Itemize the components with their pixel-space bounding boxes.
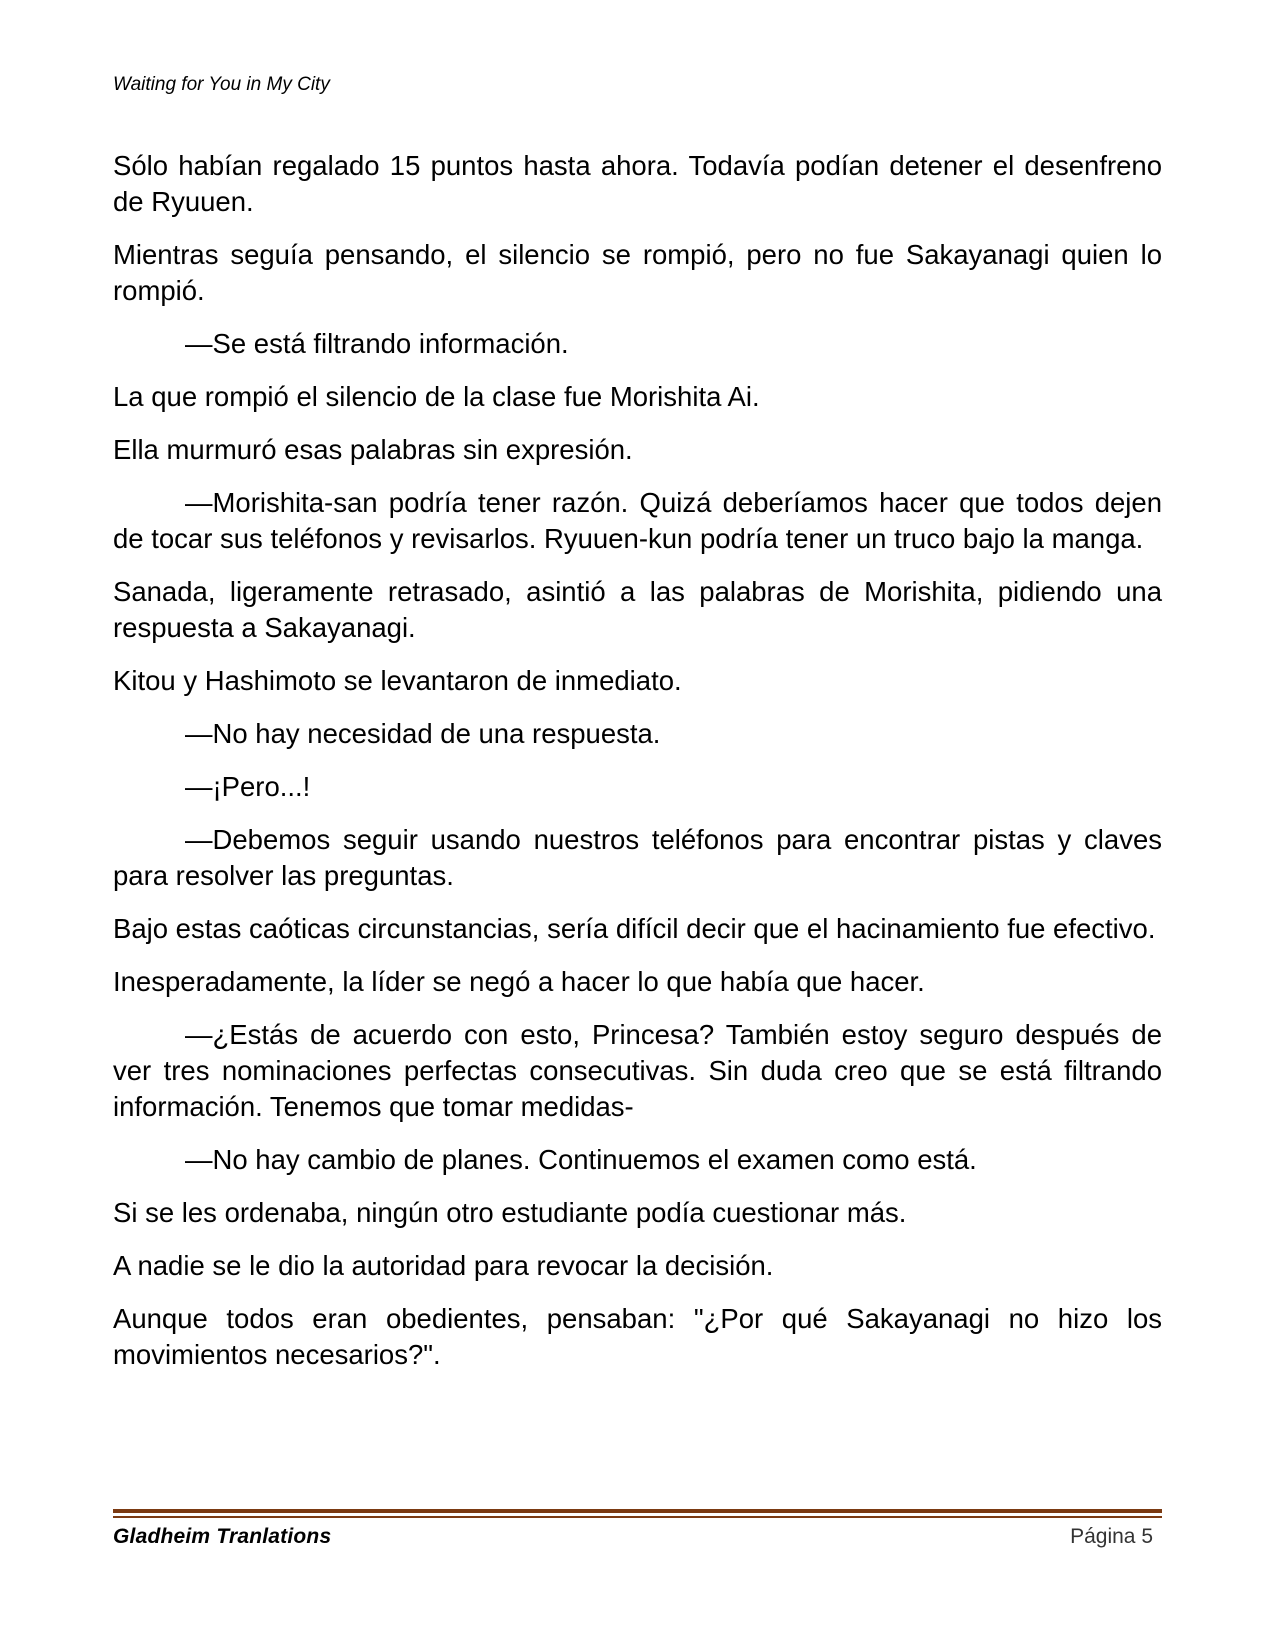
footer-page-number: Página 5: [1070, 1525, 1153, 1548]
dialogue-paragraph: —Morishita-san podría tener razón. Quizá deberíamos hacer que todos dejen de tocar sus teléfonos y revisarlos. Ryuuen-kun podría tener un truco bajo la manga.: [113, 487, 1162, 554]
narration-paragraph: Kitou y Hashimoto se levantaron de inmediato.: [113, 665, 682, 696]
dialogue-paragraph: —¡Pero...!: [185, 771, 311, 802]
footer-divider-thick-line: [113, 1509, 1162, 1513]
narration-paragraph: Sólo habían regalado 15 puntos hasta ahora. Todavía podían detener el desenfreno de Ryuuen.: [113, 150, 1162, 217]
narration-paragraph: La que rompió el silencio de la clase fue Morishita Ai.: [113, 381, 760, 412]
footer-translator-credit: Gladheim Tranlations: [113, 1525, 332, 1548]
dialogue-paragraph: —No hay necesidad de una respuesta.: [185, 718, 661, 749]
dialogue-paragraph: —Debemos seguir usando nuestros teléfonos para encontrar pistas y claves para resolver las preguntas.: [113, 824, 1162, 891]
page-body-text: [113, 148, 1162, 1390]
dialogue-paragraph: —¿Estás de acuerdo con esto, Princesa? También estoy seguro después de ver tres nominaciones perfectas consecutivas. Sin duda creo que se está filtrando información. Tenemos que tomar medidas-: [113, 1019, 1162, 1122]
narration-paragraph: Si se les ordenaba, ningún otro estudiante podía cuestionar más.: [113, 1197, 907, 1228]
dialogue-paragraph: —No hay cambio de planes. Continuemos el examen como está.: [185, 1144, 977, 1175]
narration-paragraph: Ella murmuró esas palabras sin expresión.: [113, 434, 633, 465]
narration-paragraph: Aunque todos eran obedientes, pensaban: "¿Por qué Sakayanagi no hizo los movimientos necesarios?".: [113, 1303, 1162, 1370]
footer-divider: [113, 1509, 1162, 1519]
narration-paragraph: A nadie se le dio la autoridad para revocar la decisión.: [113, 1250, 774, 1281]
running-header-title: Waiting for You in My City: [113, 74, 330, 95]
dialogue-paragraph: —Se está filtrando información.: [185, 328, 569, 359]
narration-paragraph: Inesperadamente, la líder se negó a hacer lo que había que hacer.: [113, 966, 925, 997]
narration-paragraph: Sanada, ligeramente retrasado, asintió a las palabras de Morishita, pidiendo una respuesta a Sakayanagi.: [113, 576, 1162, 643]
footer-divider-thin-line: [113, 1516, 1162, 1518]
narration-paragraph: Bajo estas caóticas circunstancias, sería difícil decir que el hacinamiento fue efectivo.: [113, 913, 1156, 944]
narration-paragraph: Mientras seguía pensando, el silencio se rompió, pero no fue Sakayanagi quien lo rompió.: [113, 239, 1162, 306]
